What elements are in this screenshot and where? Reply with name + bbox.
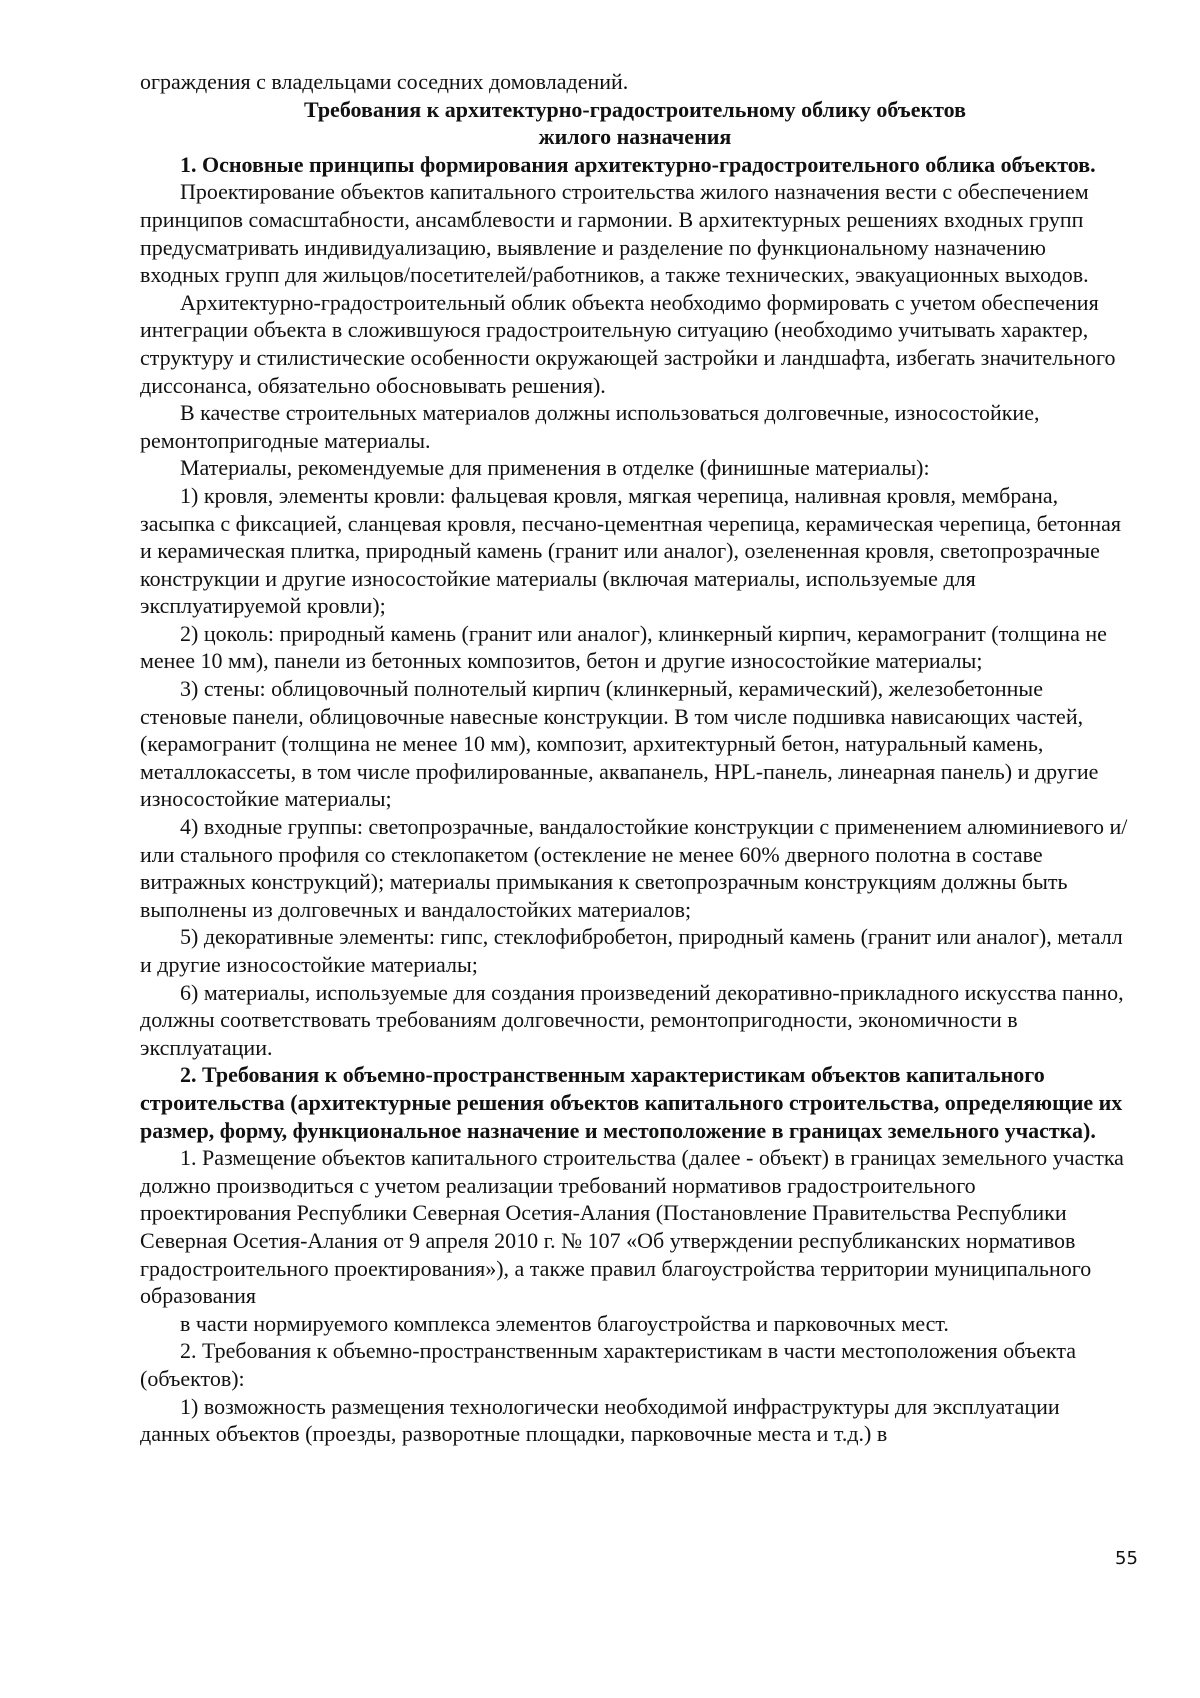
page-number: 55 [1115, 1548, 1138, 1569]
section-2-heading: 2. Требования к объемно-пространственным характеристикам объектов капитального строительства (архитектурные решения объектов капитального строительства, определяющие их размер, форму, функциональное назначение и местоположение в границах земельного участка). [140, 1062, 1123, 1143]
paragraph-placement: 1. Размещение объектов капитального строительства (далее - объект) в границах земельного участка должно производиться с учетом реализации требований нормативов градостроительного проектирования Республики Северная Осетия-Алания (Постановление Правительства Республики Северная Осетия-Алания от 9 апреля 2010 г. № 107 «Об утверждении республиканских нормативов градостроительного проектирования»), а также правил благоустройства территории муниципального образования [140, 1145, 1124, 1309]
paragraph-location-requirements: 2. Требования к объемно-пространственным характеристикам в части местоположения объекта (объектов): [140, 1338, 1077, 1391]
paragraph-finish-materials: Материалы, рекомендуемые для применения в отделке (финишные материалы): [180, 455, 930, 481]
document-body [140, 68, 1130, 1448]
paragraph-continued: ограждения с владельцами соседних домовладений. [140, 69, 629, 94]
list-item-entrance-groups: 4) входные группы: светопрозрачные, вандалостойкие конструкции с применением алюминиевого и/или стального профиля со стеклопакетом (остекление не менее 60% дверного полотна в составе витражных конструкций); материалы примыкания к светопрозрачным конструкциям должны быть выполнены из долговечных и вандалостойких материалов; [140, 814, 1128, 922]
list-item-decorative-art: 6) материалы, используемые для создания произведений декоративно-прикладного искусства панно, должны соответствовать требованиям долговечности, ремонтопригодности, экономичности в эксплуатации. [140, 979, 1124, 1060]
paragraph-integration: Архитектурно-градостроительный облик объекта необходимо формировать с учетом обеспечения интеграции объекта в сложившуюся градостроительную ситуацию (необходимо учитывать характер, структуру и стилистические особенности окружающей застройки и ландшафта, избегать значительного диссонанса, обязательно обосновывать решения). [140, 289, 1116, 398]
paragraph-design-principles: Проектирование объектов капитального строительства жилого назначения вести с обеспечением принципов сомасштабности, ансамблевости и гармонии. В архитектурных решениях входных групп предусматривать индивидуализацию, выявление и разделение по функциональному назначению входных групп для жильцов/посетителей/работников, а также технических, эвакуационных выходов. [140, 179, 1089, 288]
document-title-line-1: Требования к архитектурно-градостроительному облику объектов [303, 96, 967, 122]
list-item-walls: 3) стены: облицовочный полнотелый кирпич (клинкерный, керамический), железобетонные стеновые панели, облицовочные навесные конструкции. В том числе подшивка нависающих частей, (керамогранит (толщина не менее 10 мм), композит, архитектурный бетон, натуральный камень, металлокассеты, в том числе профилированные, аквапанель, HPL-панель, линеарная панель) и другие износостойкие материалы; [140, 676, 1099, 812]
paragraph-building-materials: В качестве строительных материалов должны использоваться долговечные, износостойкие, ремонтопригодные материалы. [140, 400, 1040, 453]
paragraph-placement-continued: в части нормируемого комплекса элементов благоустройства и парковочных мест. [180, 1310, 949, 1336]
list-item-infrastructure: 1) возможность размещения технологически необходимой инфраструктуры для эксплуатации данных объектов (проезды, разворотные площадки, парковочные места и т.д.) в [140, 1393, 1060, 1447]
list-item-decorative: 5) декоративные элементы: гипс, стеклофибробетон, природный камень (гранит или аналог), металл и другие износостойкие материалы; [140, 924, 1123, 977]
document-title-line-2: жилого назначения [538, 124, 732, 150]
section-1-heading: 1. Основные принципы формирования архитектурно-градостроительного облика объектов. [180, 151, 1096, 177]
list-item-plinth: 2) цоколь: природный камень (гранит или аналог), клинкерный кирпич, керамогранит (толщина не менее 10 мм), панели из бетонных композитов, бетон и другие износостойкие материалы; [140, 620, 1107, 674]
list-item-roof: 1) кровля, элементы кровли: фальцевая кровля, мягкая черепица, наливная кровля, мембрана, засыпка с фиксацией, сланцевая кровля, песчано-цементная черепица, керамическая черепица, бетонная и керамическая плитка, природный камень (гранит или аналог), озелененная кровля, светопрозрачные конструкции и другие износостойкие материалы (включая материалы, используемые для эксплуатируемой кровли); [140, 482, 1122, 619]
